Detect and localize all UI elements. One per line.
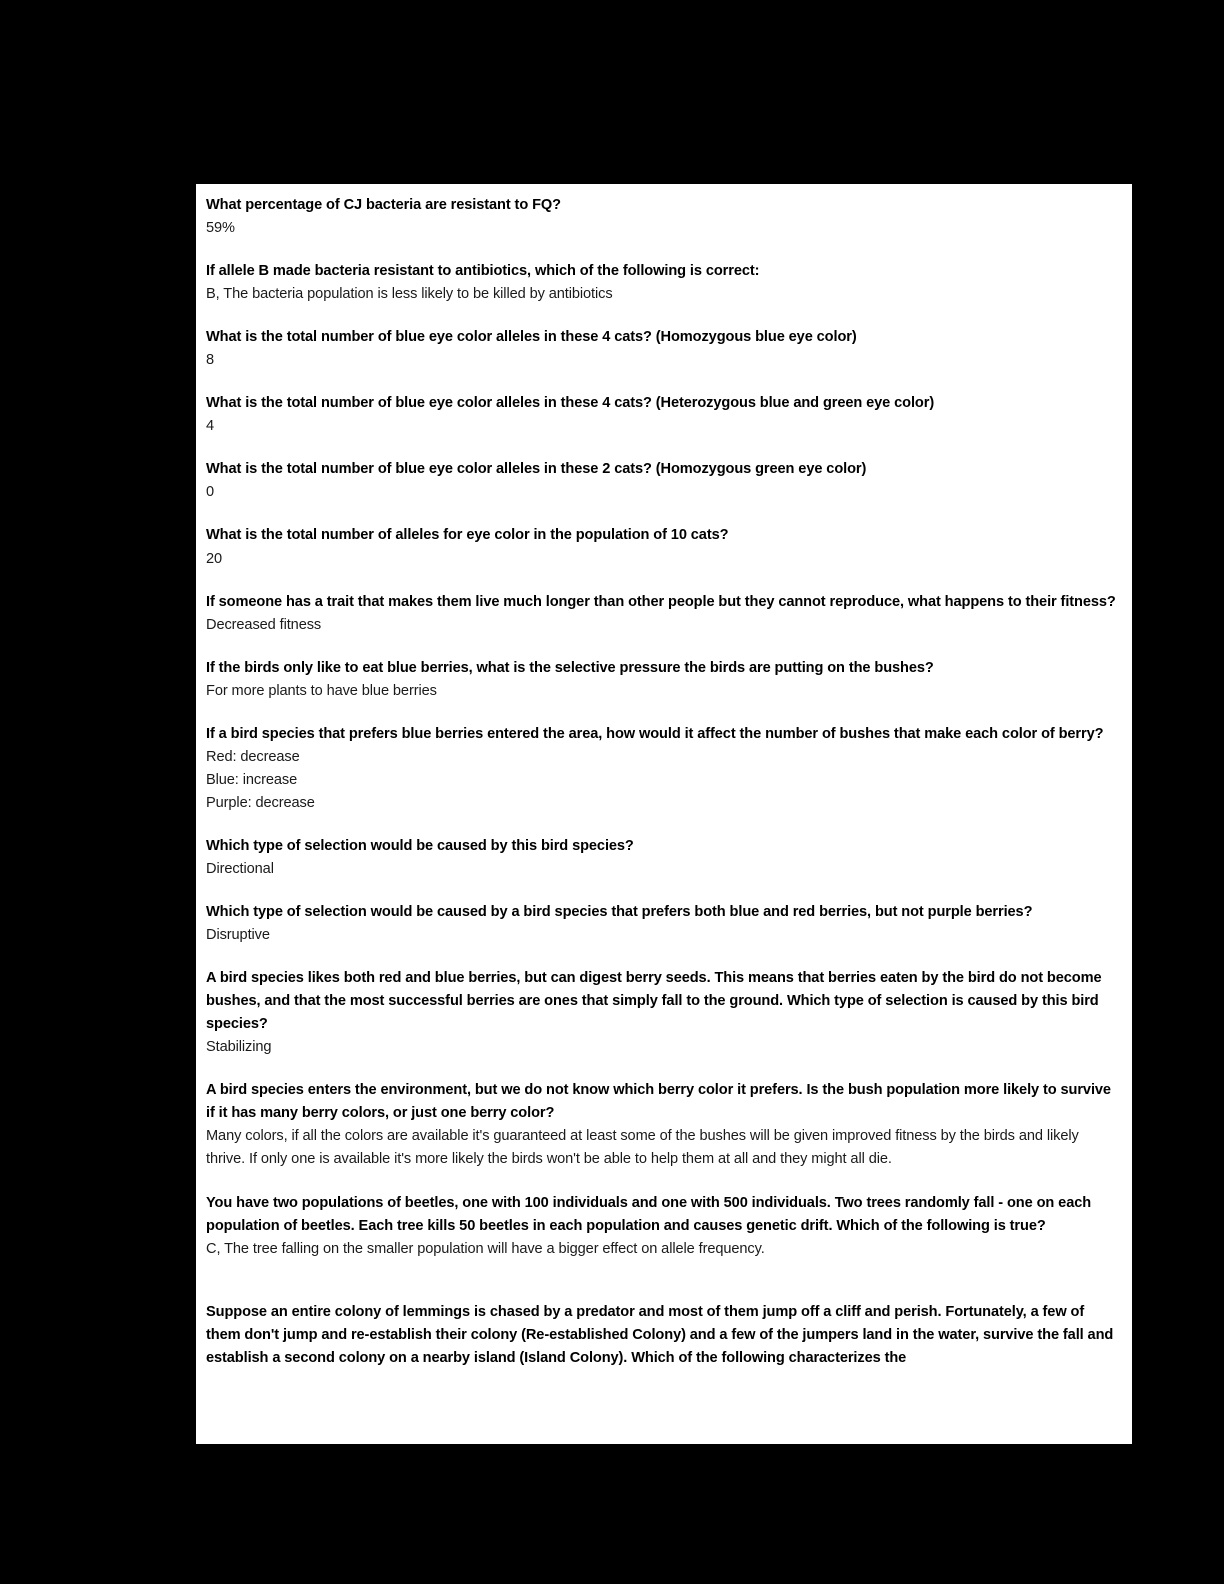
document-content — [196, 184, 1132, 1370]
qa-block — [206, 1079, 1120, 1171]
answer-text: 8 — [206, 352, 215, 369]
answer-text: B, The bacteria population is less likely to be killed by antibiotics — [206, 286, 613, 303]
question-text: Suppose an entire colony of lemmings is chased by a predator and most of them jump off a cliff and perish. Fortunately, a few of them don't jump and re-establish their colony (Re-established Colony) and a few of the jumpers land in the water, survive the fall and establish a second colony on a nearby island (Island Colony). Which of the following characterizes the — [206, 1303, 1114, 1366]
qa-block — [206, 1192, 1120, 1261]
qa-block — [206, 723, 1120, 815]
qa-block — [206, 967, 1120, 1059]
qa-block — [206, 326, 1120, 372]
answer-text: 59% — [206, 220, 235, 237]
document-background — [60, 44, 1164, 1496]
question-text: What is the total number of blue eye color alleles in these 2 cats? (Homozygous green eye color) — [206, 461, 867, 478]
paragraph-spacer — [206, 1281, 1120, 1301]
qa-block — [206, 392, 1120, 438]
answer-text: 20 — [206, 550, 223, 567]
qa-block — [206, 1301, 1120, 1370]
qa-block — [206, 591, 1120, 637]
answer-text: Stabilizing — [206, 1039, 272, 1056]
question-text: If the birds only like to eat blue berries, what is the selective pressure the birds are putting on the bushes? — [206, 659, 934, 676]
answer-text: C, The tree falling on the smaller population will have a bigger effect on allele frequency. — [206, 1240, 765, 1257]
qa-block — [206, 835, 1120, 881]
question-text: A bird species enters the environment, but we do not know which berry color it prefers. Is the bush population more likely to survive if it has many berry colors, or just one berry color? — [206, 1082, 1111, 1122]
answer-text: Directional — [206, 860, 274, 877]
question-text: A bird species likes both red and blue berries, but can digest berry seeds. This means that berries eaten by the bird do not become bushes, and that the most successful berries are ones that simply fall to the ground. Which type of selection is caused by this bird species? — [206, 970, 1102, 1033]
question-text: If someone has a trait that makes them live much longer than other people but they cannot reproduce, what happens to their fitness? — [206, 593, 1116, 610]
answer-text: 0 — [206, 484, 215, 501]
answer-text: Blue: increase — [206, 771, 298, 788]
answer-text: Disruptive — [206, 927, 270, 944]
answer-text: For more plants to have blue berries — [206, 682, 437, 699]
qa-block — [206, 260, 1120, 306]
question-text: What is the total number of blue eye color alleles in these 4 cats? (Homozygous blue eye color) — [206, 329, 857, 346]
question-text: What percentage of CJ bacteria are resistant to FQ? — [206, 197, 561, 213]
question-text: If a bird species that prefers blue berries entered the area, how would it affect the number of bushes that make each color of berry? — [206, 725, 1104, 742]
qa-block — [206, 657, 1120, 703]
qa-block — [206, 194, 1120, 240]
qa-block — [206, 524, 1120, 570]
document-page — [196, 184, 1132, 1444]
answer-text: Purple: decrease — [206, 794, 315, 811]
answer-text: Decreased fitness — [206, 616, 322, 633]
qa-block — [206, 458, 1120, 504]
question-text: What is the total number of alleles for eye color in the population of 10 cats? — [206, 527, 729, 544]
question-text: Which type of selection would be caused by a bird species that prefers both blue and red berries, but not purple berries? — [206, 904, 1033, 921]
answer-text: 4 — [206, 418, 215, 435]
question-text: Which type of selection would be caused by this bird species? — [206, 837, 634, 854]
answer-text: Many colors, if all the colors are available it's guaranteed at least some of the bushes will be given improved fitness by the birds and likely thrive. If only one is available it's more likely the birds won't be able to help them at all and they might all die. — [206, 1128, 1079, 1168]
question-text: If allele B made bacteria resistant to antibiotics, which of the following is correct: — [206, 263, 760, 280]
question-text: What is the total number of blue eye color alleles in these 4 cats? (Heterozygous blue and green eye color) — [206, 395, 935, 412]
answer-text: Red: decrease — [206, 748, 300, 765]
question-text: You have two populations of beetles, one with 100 individuals and one with 500 individuals. Two trees randomly fall - one on each population of beetles. Each tree kills 50 beetles in each population and causes genetic drift. Which of the following is true? — [206, 1194, 1092, 1234]
qa-block — [206, 901, 1120, 947]
